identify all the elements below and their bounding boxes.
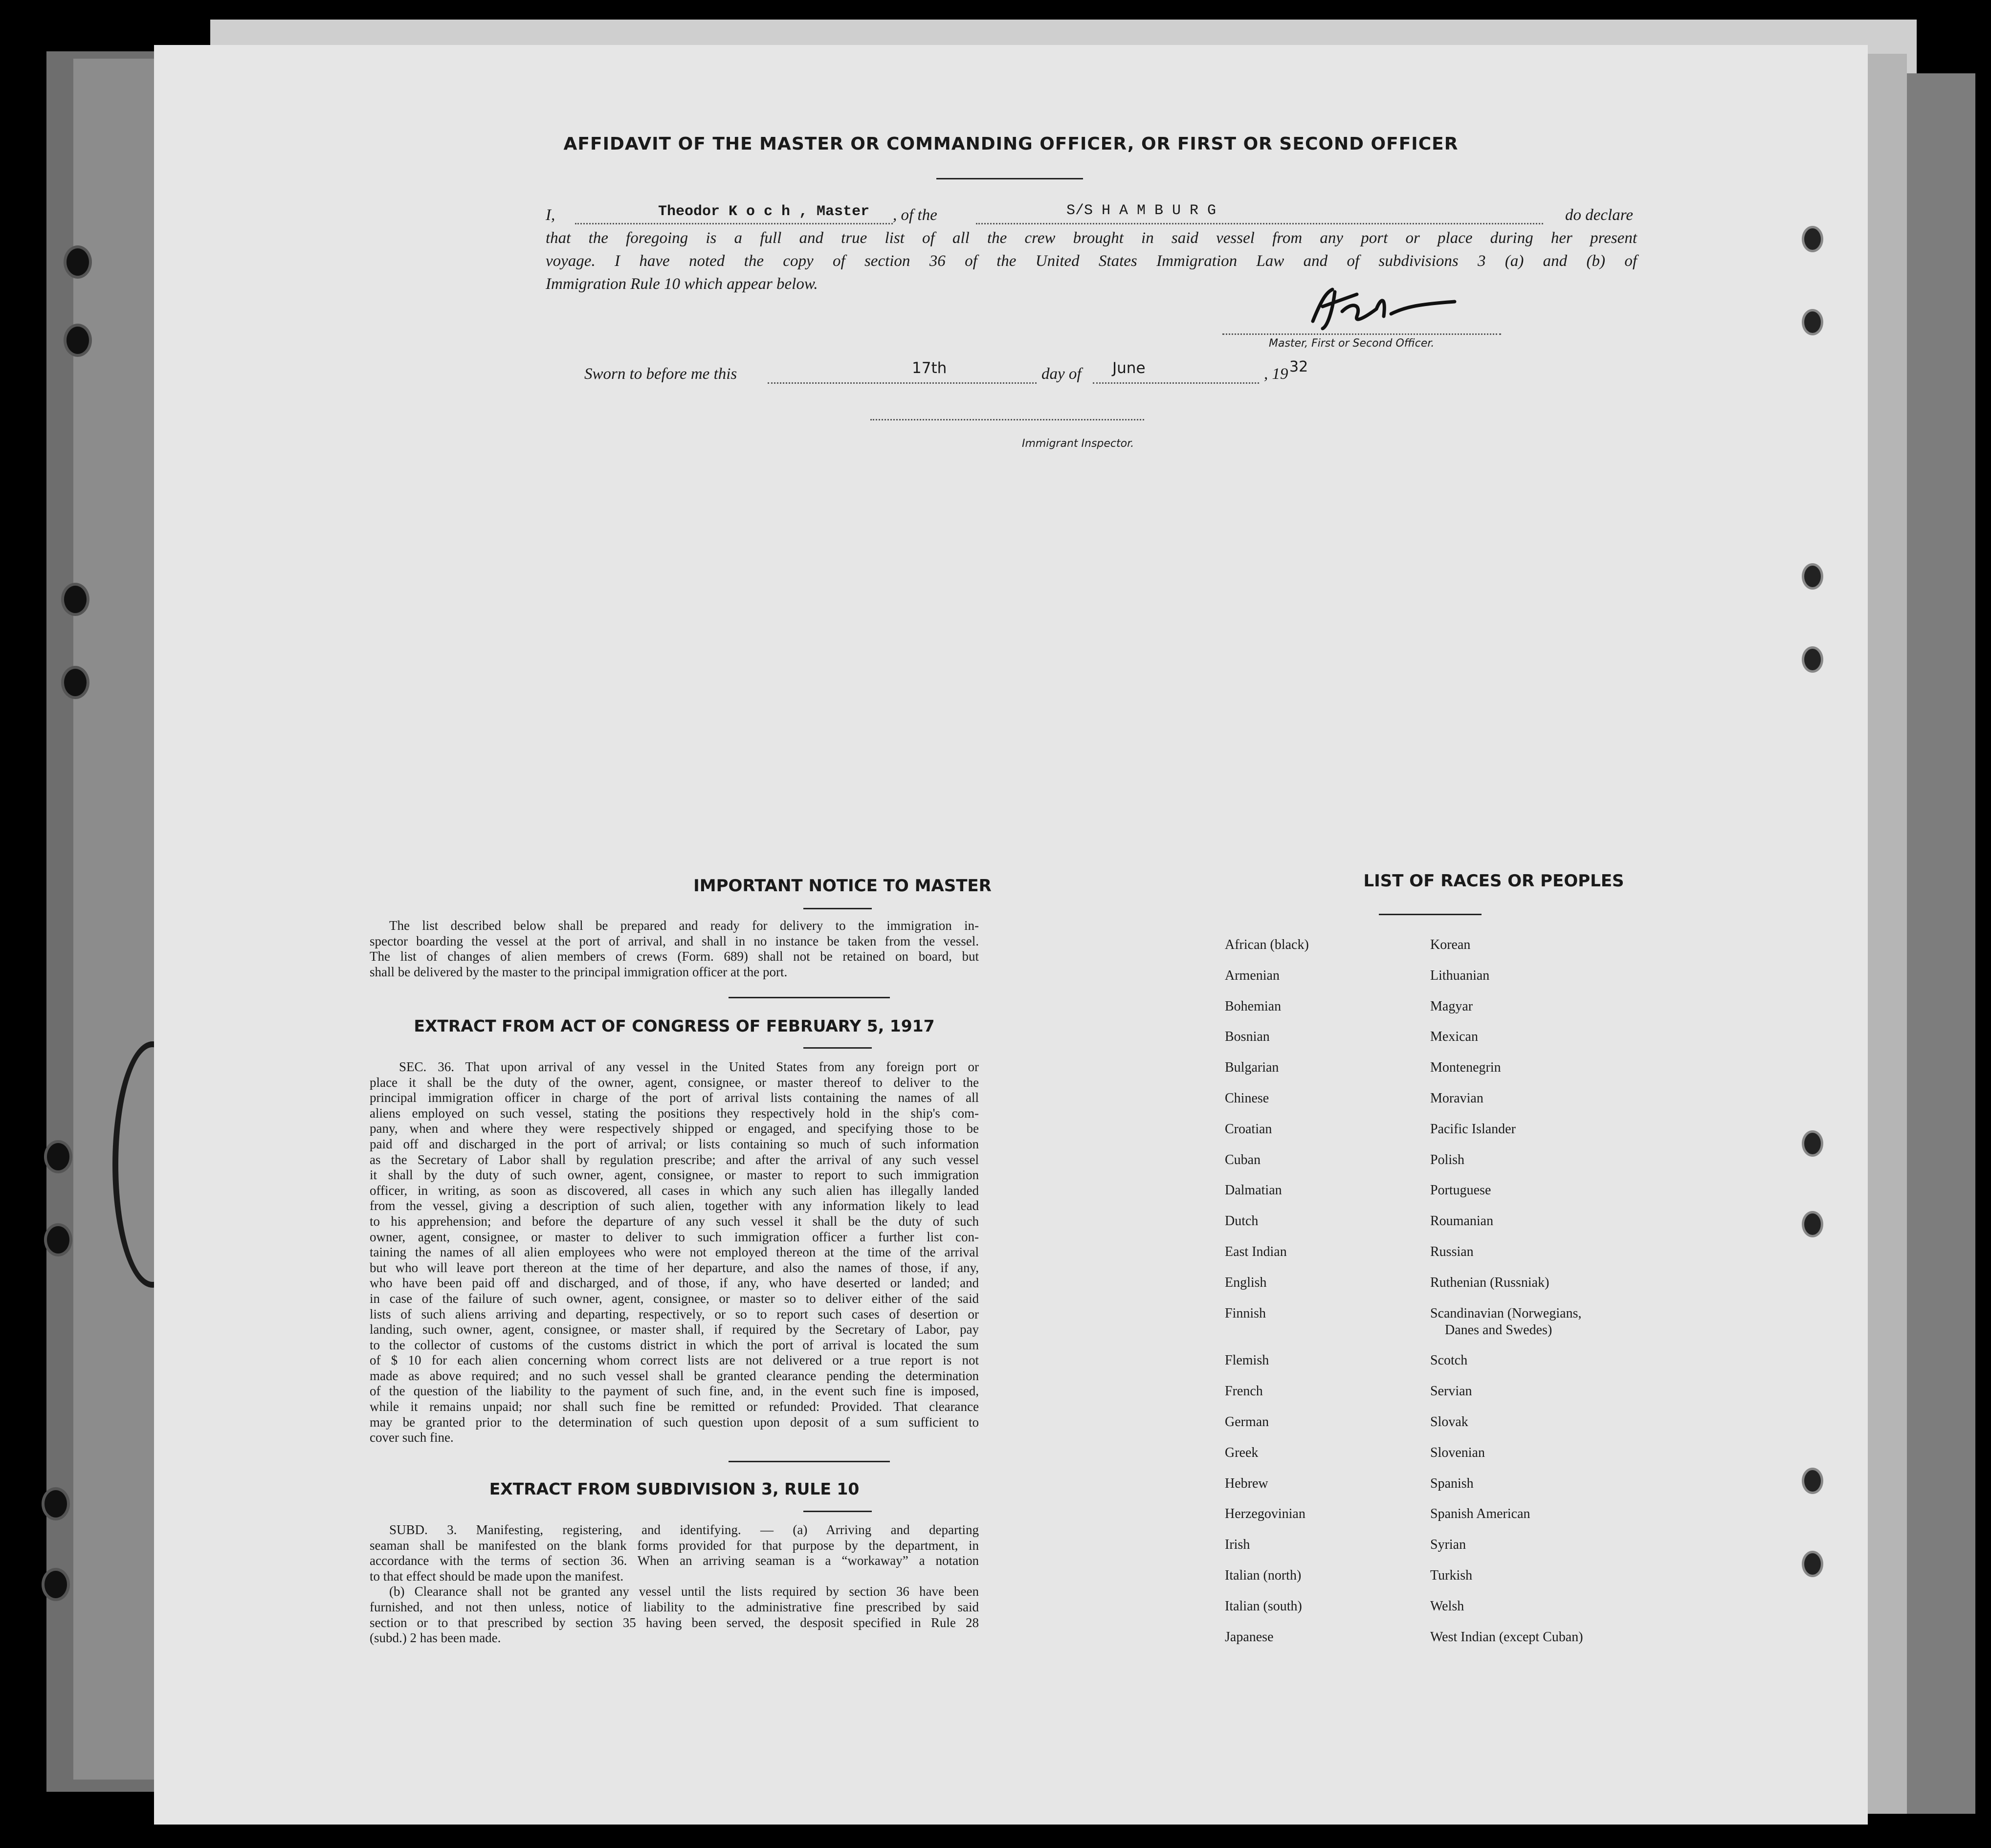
notice-title: IMPORTANT NOTICE TO MASTER (693, 876, 992, 896)
document-page (154, 45, 1868, 1825)
race-item: Herzegovinian (1225, 1506, 1305, 1522)
rule-line: (b) Clearance shall not be granted any vessel until the lists required by section 36 have been (389, 1584, 979, 1599)
race-item: Russian (1430, 1244, 1474, 1259)
act-line: aliens employed on such vessel, stating the positions they respectively hold in the ship's com- (370, 1105, 979, 1121)
rule-line: section or to that prescribed by section 35 having been served, the desposit specified in Rule 28 (370, 1615, 979, 1630)
inspector-signature-line (870, 419, 1144, 420)
race-item: Portuguese (1430, 1183, 1491, 1198)
race-item: Bohemian (1225, 998, 1282, 1014)
vessel-name: S/S H A M B U R G (1066, 202, 1217, 219)
declaration-of-the: , of the (893, 206, 937, 224)
inspector-caption: Immigrant Inspector. (1022, 438, 1134, 450)
act-line: to the collector of customs of the customs district in which the port of arrival is located the sum (370, 1337, 979, 1352)
notice-rule (803, 908, 872, 909)
declaration-suffix: do declare (1565, 206, 1633, 224)
race-item: French (1225, 1384, 1263, 1399)
master-name: Theodor K o c h , Master (658, 203, 870, 220)
affidavit-title: AFFIDAVIT OF THE MASTER OR COMMANDING OFFICER, OR FIRST OR SECOND OFFICER (563, 134, 1459, 154)
act-line: lists of such aliens arriving and departing, respectively, or so to report such cases of desertion or (370, 1306, 979, 1321)
race-item: Montenegrin (1430, 1060, 1501, 1076)
race-item: Bulgarian (1225, 1060, 1279, 1076)
race-item: Danes and Swedes) (1445, 1322, 1552, 1338)
declaration-line-3: voyage. I have noted the copy of section 36 of the United States Immigration Law and of subdivisions 3 (a) and (b) of (546, 252, 1637, 270)
day-dotted-line (768, 382, 1037, 384)
binder-hole (64, 324, 92, 357)
act-line: while it remains unpaid; nor shall such fine be remitted or refunded: Provided. That clearance (370, 1399, 979, 1414)
race-item: Italian (north) (1225, 1568, 1302, 1583)
sworn-year: 32 (1289, 358, 1308, 375)
race-item: Moravian (1430, 1091, 1483, 1106)
sworn-day-of: day of (1041, 365, 1082, 383)
race-item: Armenian (1225, 968, 1280, 983)
punch-hole (1802, 1211, 1823, 1237)
act-line: of the question of the liability to the payment of such fine, and, in the event such fine is imposed, (370, 1384, 979, 1399)
sworn-day: 17th (912, 359, 947, 377)
act-extract-body (370, 1059, 979, 1446)
name-dotted-line (575, 223, 893, 224)
act-line: but who will leave port thereon at the time of her departure, and also the names of those, if any, (370, 1260, 979, 1275)
binder-hole (64, 245, 92, 279)
master-signature (1293, 282, 1508, 336)
section-rule (729, 997, 890, 998)
races-title: LIST OF RACES OR PEOPLES (1363, 871, 1624, 891)
act-line: taining the names of all alien employees who were not employed thereon at the time of the arrival (370, 1245, 979, 1260)
act-line: as the Secretary of Labor shall by regulation prescribe; and after the arrival of any such vessel (370, 1152, 979, 1167)
race-item: Magyar (1430, 998, 1473, 1014)
notice-body (370, 918, 979, 980)
notice-line: The list described below shall be prepared and ready for delivery to the immigration in- (389, 918, 979, 933)
punch-hole (1802, 309, 1823, 335)
race-item: Spanish American (1430, 1506, 1530, 1522)
race-item: Hebrew (1225, 1475, 1268, 1491)
declaration-prefix: I, (546, 206, 555, 224)
rule-line: accordance with the terms of section 36. When an arriving seaman is a “workaway” a notation (370, 1553, 979, 1568)
race-item: Polish (1430, 1152, 1465, 1167)
sworn-prefix: Sworn to before me this (584, 365, 737, 383)
race-item: Slovak (1430, 1414, 1468, 1430)
notice-line: spector boarding the vessel at the port of arrival, and shall in no instance be taken from the vessel. (370, 933, 979, 948)
rule-extract-body (370, 1522, 979, 1646)
race-item: Greek (1225, 1445, 1259, 1460)
act-line: place it shall be the duty of the owner, agent, consignee, or master thereof to deliver to the (370, 1075, 979, 1090)
race-item: Croatian (1225, 1121, 1272, 1137)
act-line: landing, such owner, agent, consignee, or master shall, if required by the Secretary of Labor, pay (370, 1322, 979, 1337)
binder-hole (44, 1140, 72, 1173)
act-rule (803, 1047, 872, 1049)
rule-line: furnished, and not then unless, notice of liability to the administrative fine prescribed by said (370, 1599, 979, 1614)
rule-line: seaman shall be manifested on the blank forms provided for that purpose by the department, in (370, 1538, 979, 1553)
rule-rule (803, 1511, 872, 1512)
binder-hole (61, 666, 89, 699)
act-line: who have been paid off and discharged, and of those, if any, who have deserted or landed; and (370, 1276, 979, 1291)
act-line: it shall by the duty of such owner, agent, consignee, or master to report to such immigration (370, 1167, 979, 1183)
act-line: made as above required; and no such vessel shall be granted clearance pending the determination (370, 1368, 979, 1383)
race-item: Finnish (1225, 1305, 1266, 1321)
punch-hole (1802, 563, 1823, 590)
act-line: to his apprehension; and before the departure of any such vessel it shall be the duty of such (370, 1213, 979, 1229)
signature-caption: Master, First or Second Officer. (1269, 337, 1435, 350)
sworn-year-prefix: , 19 (1264, 365, 1288, 383)
act-line: officer, in writing, as soon as discovered, all cases in which any such alien has illegally landed (370, 1183, 979, 1198)
race-item: Servian (1430, 1384, 1472, 1399)
signature-dotted-line (1222, 333, 1501, 335)
punch-hole (1802, 1468, 1823, 1494)
binder-hole (42, 1568, 70, 1601)
race-item: Lithuanian (1430, 968, 1490, 983)
act-line: from the vessel, giving a description of such alien, together with any information likely to lead (370, 1198, 979, 1213)
binder-hole (42, 1487, 70, 1520)
race-item: African (black) (1225, 937, 1309, 952)
race-item: Welsh (1430, 1598, 1464, 1614)
punch-hole (1802, 226, 1823, 252)
race-item: Bosnian (1225, 1029, 1270, 1045)
race-item: Mexican (1430, 1029, 1478, 1045)
race-item: Chinese (1225, 1091, 1269, 1106)
title-rule (936, 178, 1083, 179)
act-line: cover such fine. (370, 1430, 454, 1445)
rule-subd-label: SUBD. 3. Manifesting, registering, and identifying. — (a) Arriving and departing (389, 1522, 979, 1537)
punch-hole (1802, 1130, 1823, 1157)
act-line: pany, when and where they were respectively shipped or engaged, and specifying those to be (370, 1121, 979, 1136)
act-line: SEC. 36. That upon arrival of any vessel in the United States from any foreign port or (399, 1059, 979, 1074)
race-item: Korean (1430, 937, 1471, 952)
punch-hole (1802, 646, 1823, 673)
race-item: Syrian (1430, 1537, 1466, 1553)
declaration-line-4: Immigration Rule 10 which appear below. (546, 275, 818, 293)
sworn-month: June (1112, 359, 1146, 377)
race-item: English (1225, 1275, 1267, 1290)
rule-line: to that effect should be made upon the manifest. (370, 1568, 624, 1584)
race-item: Japanese (1225, 1629, 1274, 1645)
race-item: Cuban (1225, 1152, 1261, 1167)
binder-hole (44, 1223, 72, 1256)
race-item: Ruthenian (Russniak) (1430, 1275, 1549, 1290)
rule-extract-title: EXTRACT FROM SUBDIVISION 3, RULE 10 (489, 1479, 860, 1498)
race-item: German (1225, 1414, 1269, 1430)
act-line: in case of the failure of such owner, agent, consignee, or master so to deliver either of the said (370, 1291, 979, 1306)
binder-spine-left (73, 59, 156, 1780)
rule-line: (subd.) 2 has been made. (370, 1630, 501, 1646)
act-line: owner, agent, consignee, or master to deliver to such immigration officer a further list con- (370, 1229, 979, 1244)
rule-line (370, 1522, 979, 1538)
race-item: Dalmatian (1225, 1183, 1282, 1198)
race-item: Dutch (1225, 1213, 1259, 1229)
vessel-dotted-line (976, 223, 1543, 224)
act-line: may be granted prior to the determination of such question upon deposit of a sum sufficient to (370, 1414, 979, 1430)
month-dotted-line (1093, 382, 1259, 384)
race-item: Scandinavian (Norwegians, (1430, 1305, 1582, 1321)
binder-hole (61, 583, 89, 616)
section-rule (729, 1461, 890, 1462)
race-item: Turkish (1430, 1568, 1473, 1583)
race-item: Irish (1225, 1537, 1250, 1553)
act-extract-title: EXTRACT FROM ACT OF CONGRESS OF FEBRUARY 5, 1917 (414, 1016, 935, 1035)
race-item: Roumanian (1430, 1213, 1494, 1229)
race-item: Italian (south) (1225, 1598, 1302, 1614)
sworn-statement (584, 358, 1513, 395)
races-rule (1379, 914, 1482, 915)
race-item: Spanish (1430, 1475, 1474, 1491)
race-item: Slovenian (1430, 1445, 1485, 1460)
race-item: Pacific Islander (1430, 1121, 1516, 1137)
notice-line: shall be delivered by the master to the principal immigration officer at the port. (370, 964, 788, 979)
act-line: paid off and discharged in the port of arrival; or lists containing so much of such information (370, 1136, 979, 1151)
act-line: of $ 10 for each alien concerning whom correct lists are not delivered or a true report is not (370, 1353, 979, 1368)
act-line: principal immigration officer in charge of the port of arrival lists containing the names of all (370, 1090, 979, 1105)
punch-hole (1802, 1551, 1823, 1577)
race-item: Flemish (1225, 1353, 1269, 1368)
race-item: Scotch (1430, 1353, 1468, 1368)
race-item: East Indian (1225, 1244, 1287, 1259)
declaration-line-2: that the foregoing is a full and true list of all the crew brought in said vessel from any port or place during her present (546, 229, 1637, 247)
notice-line: The list of changes of alien members of crews (Form. 689) shall not be retained on board, but (370, 949, 979, 964)
race-item: West Indian (except Cuban) (1430, 1629, 1583, 1645)
